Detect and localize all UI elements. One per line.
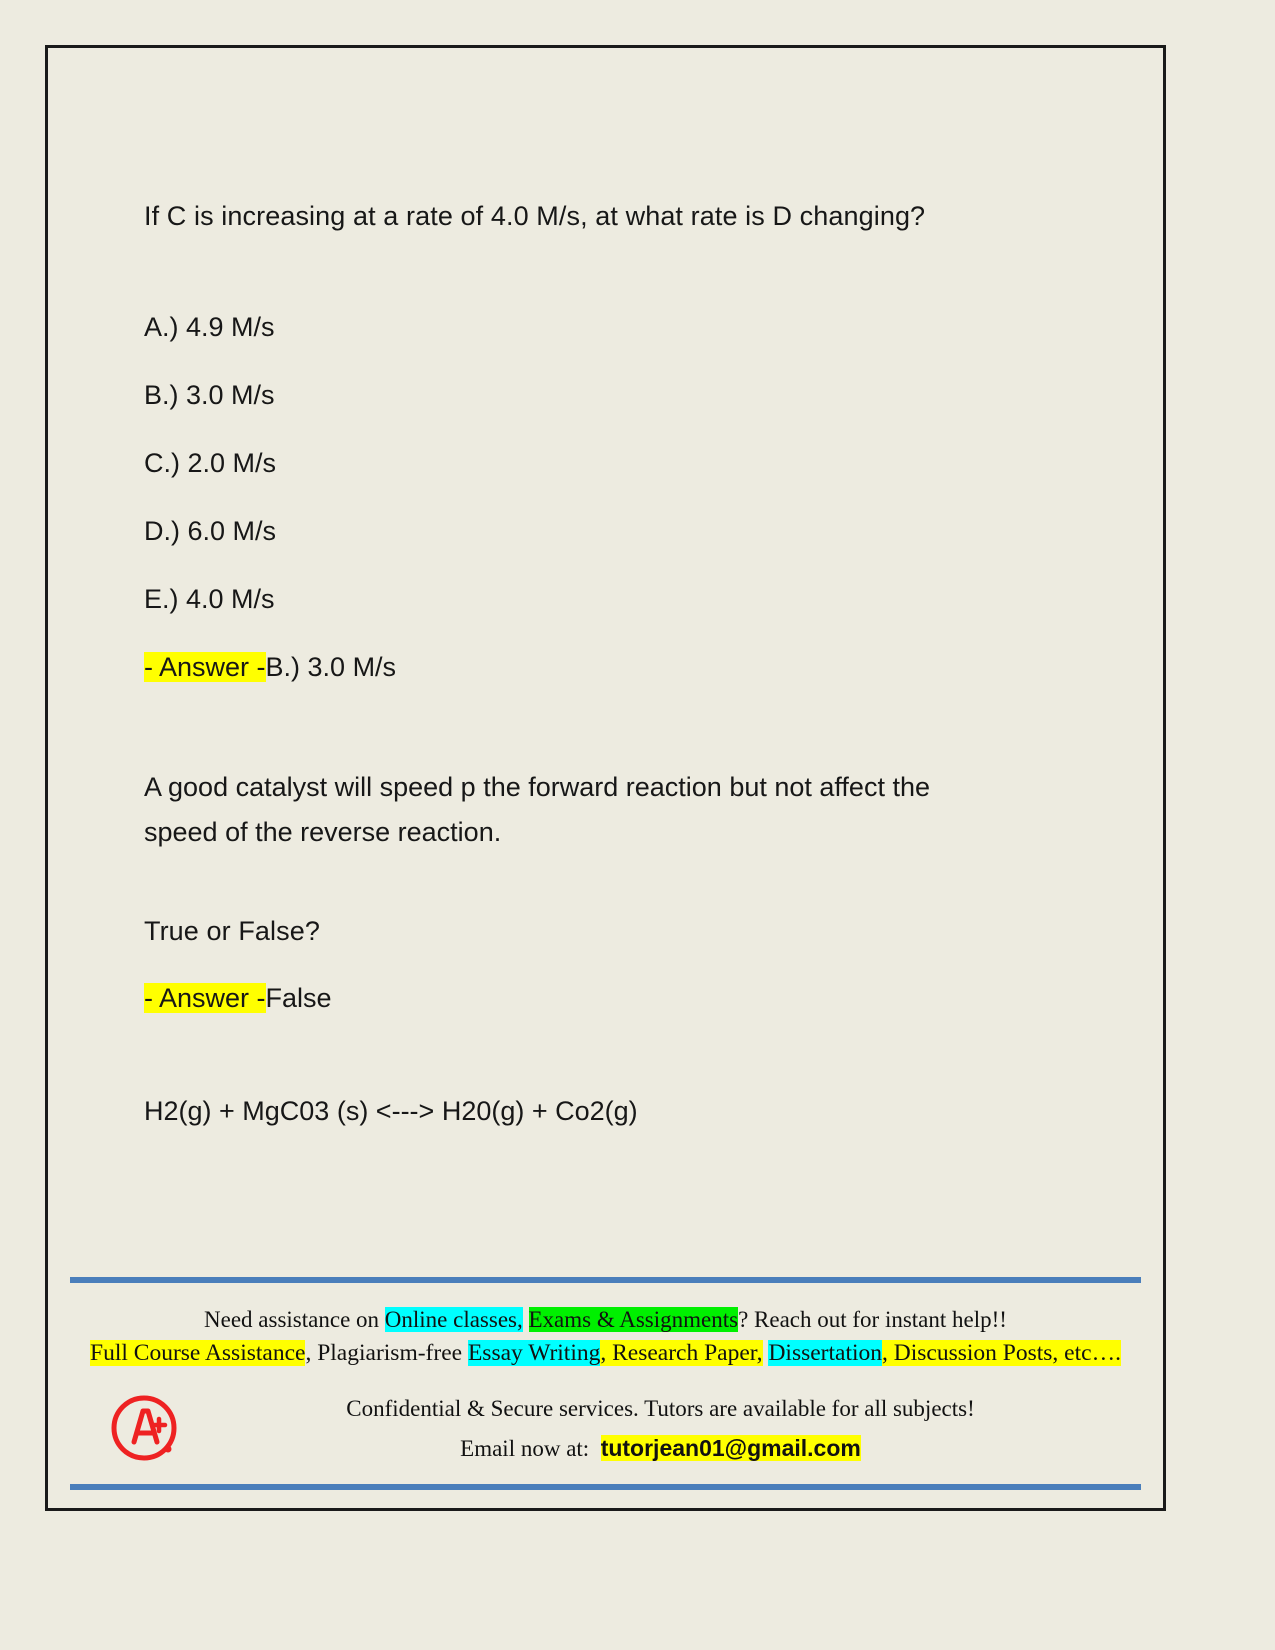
promo2-sep1: ,: [600, 1339, 613, 1366]
answer-value-1: B.) 3.0 M/s: [265, 652, 397, 682]
option-a: A.) 4.9 M/s: [144, 312, 275, 342]
chemical-equation: H2(g) + MgC03 (s) <---> H20(g) + Co2(g): [144, 1095, 638, 1126]
spacer: [144, 230, 1084, 312]
option-e: E.) 4.0 M/s: [144, 584, 275, 614]
promo1-gap: [523, 1307, 529, 1332]
promo2-part2: , Plagiarism-free: [305, 1339, 468, 1366]
footer-divider-top: [70, 1277, 1141, 1283]
question-text: If C is increasing at a rate of 4.0 M/s, at what rate is D changing?: [144, 201, 926, 231]
statement-line-1: A good catalyst will speed p the forward reaction but not affect the: [144, 772, 930, 802]
true-false-prompt: True or False?: [144, 915, 320, 946]
promo1-part1: Need assistance on: [204, 1306, 385, 1332]
promo1-online-classes: Online classes,: [384, 1306, 523, 1332]
spacer: [144, 683, 1084, 765]
spacer: [144, 856, 1084, 918]
statement-line-2: speed of the reverse reaction.: [144, 817, 502, 848]
a-plus-logo-icon: [108, 1392, 182, 1466]
promo1-exams-assignments: Exams & Assignments: [528, 1306, 739, 1332]
promo1-part5: ? Reach out for instant help!!: [738, 1306, 1007, 1332]
promo2-full-course: Full Course Assistance: [90, 1339, 306, 1366]
answer-value-2: False: [265, 982, 332, 1013]
answer-line-1: [144, 652, 1084, 683]
a-plus-svg: [108, 1392, 182, 1466]
email-label: Email now at:: [460, 1435, 590, 1461]
footer-tagline: Confidential & Secure services. Tutors are available for all subjects!: [346, 1396, 975, 1421]
promo-footer: [70, 1277, 1141, 1490]
promo-line-2: [70, 1336, 1141, 1370]
statement-paragraph: [144, 765, 1024, 856]
spacer: [144, 1014, 1084, 1096]
promo2-dissertation: Dissertation: [768, 1339, 883, 1366]
answer-label-1: - Answer -: [144, 652, 266, 682]
option-c: C.) 2.0 M/s: [144, 448, 277, 478]
promo2-essay-writing: Essay Writing: [467, 1339, 601, 1366]
document-page: [45, 45, 1166, 1511]
promo2-research-paper: Research Paper,: [612, 1339, 763, 1366]
answer-label-2: - Answer -: [144, 982, 266, 1013]
answer-line-2: [144, 983, 1084, 1014]
footer-lower: [70, 1392, 1141, 1466]
document-body: [144, 203, 1084, 1127]
footer-email-row: [180, 1431, 1141, 1467]
promo-line-1: [70, 1303, 1141, 1336]
option-d: D.) 6.0 M/s: [144, 516, 277, 546]
promo2-discussion-posts: , Discussion Posts, etc….: [882, 1339, 1121, 1366]
footer-divider-bottom: [70, 1484, 1141, 1490]
footer-contact-block: [180, 1392, 1141, 1466]
option-b: B.) 3.0 M/s: [144, 380, 275, 410]
email-address[interactable]: tutorjean01@gmail.com: [600, 1434, 861, 1461]
